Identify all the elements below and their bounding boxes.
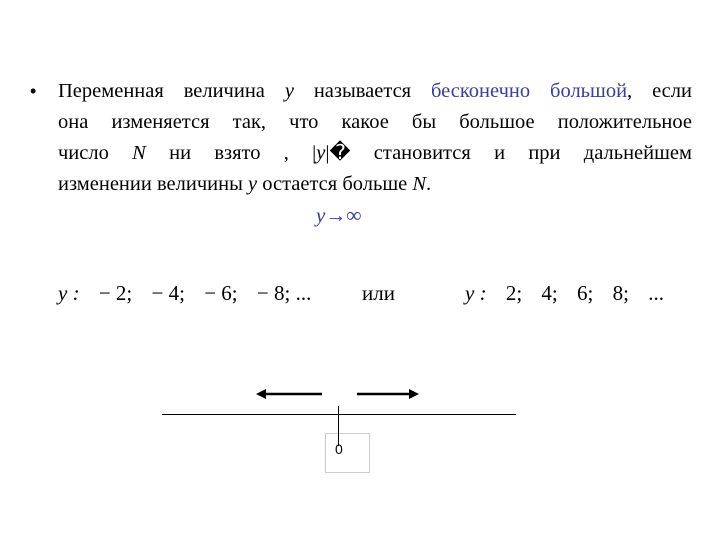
zero-label-box [325,433,370,473]
arrow-left-icon [256,386,322,402]
or-label: или [362,281,395,305]
sequence-item: 6; [577,281,594,305]
sequence-item: − 2; [98,281,133,305]
sequence-item: − 6; [204,281,238,305]
sequence-item: − 8; ... [256,281,312,305]
number-axis [162,414,516,415]
variable-y: y [284,80,294,102]
text-segment: . [426,173,432,195]
text-segment: , если [627,80,692,102]
sequence-item: − 4; [151,281,185,305]
sequence-item: 4; [541,281,558,305]
sequence-item: 2; [505,281,523,305]
sequence-positive [465,281,678,306]
definition-line-2: она изменяется так, что какое бы большое положительное [58,111,692,133]
variable-N: N [412,173,427,195]
highlighted-term: бесконечно большой [431,80,628,102]
limit-notation: y→∞ [316,203,362,227]
variable-N: N [132,142,146,164]
axis-zero-label: 0 [335,441,343,457]
definition-line-1 [58,76,692,107]
sequence-variable: y : [58,281,80,305]
sequence-item: ... [648,281,664,305]
text-segment: |� становится и при дальнейшем [325,142,692,164]
variable-y: y [247,173,258,195]
text-segment: число [58,142,133,164]
variable-y: y [316,142,326,164]
definition-line-4 [58,169,431,200]
text-segment: остается больше [257,173,413,195]
sequence-variable: y : [465,281,487,305]
axis-origin-tick [338,406,339,446]
text-segment: называется [293,80,432,102]
definition-line-3 [58,138,692,169]
sequence-item: 8; [612,281,629,305]
bullet: • [30,81,37,101]
arrow-right-icon [357,386,419,402]
sequence-negative [58,281,325,306]
text-segment: ни взято , | [145,142,317,164]
text-segment: изменении величины [58,173,248,195]
text-segment: Переменная величина [58,80,285,102]
